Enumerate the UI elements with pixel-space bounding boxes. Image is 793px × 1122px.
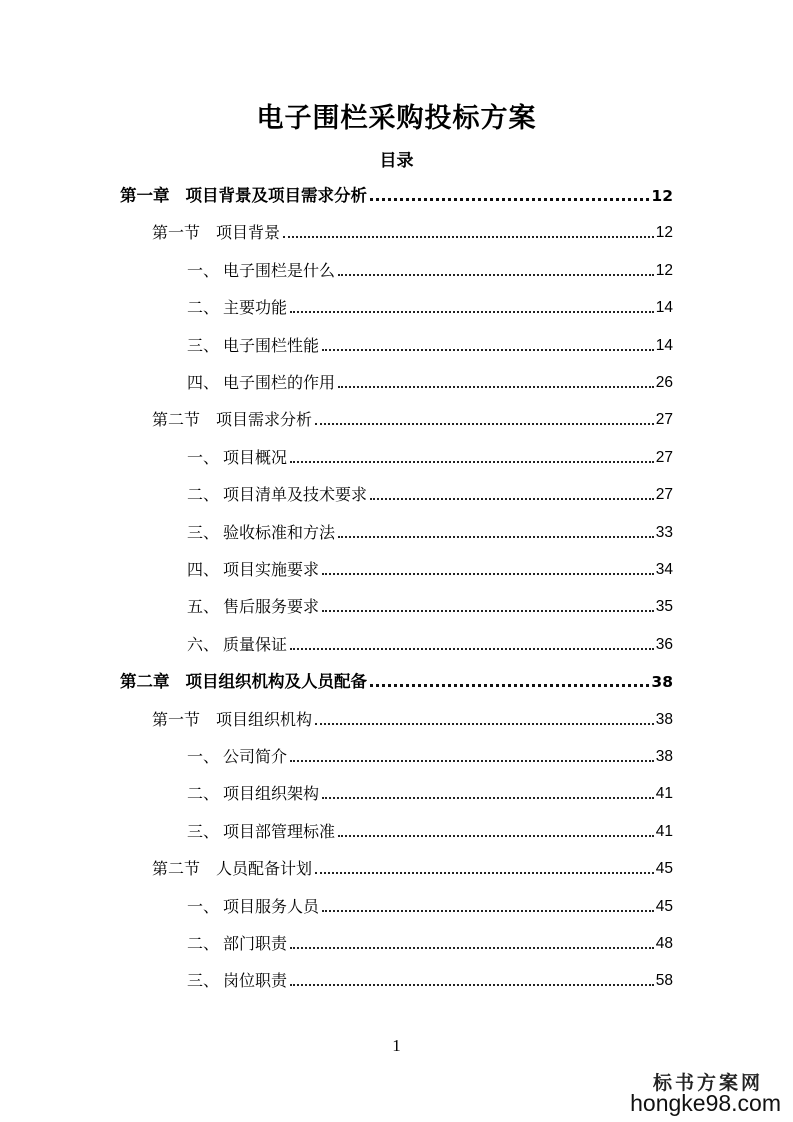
toc-subsection-entry[interactable] [187, 517, 673, 543]
toc-dot-leader [322, 610, 654, 612]
toc-chapter-entry[interactable] [120, 180, 673, 206]
toc-entry-number: 第二节 [152, 859, 201, 879]
toc-dot-leader [290, 984, 654, 986]
toc-entry-number: 一、 [187, 447, 220, 467]
toc-entry-page: 38 [655, 710, 673, 728]
toc-section-entry[interactable] [152, 217, 673, 243]
toc-heading: 目录 [379, 151, 414, 171]
toc-entry-title: 项目概况 [223, 447, 288, 467]
toc-entry-page: 45 [655, 860, 673, 878]
toc-section-entry[interactable] [152, 704, 673, 730]
toc-entry-title: 项目组织机构及人员配备 [185, 672, 367, 692]
toc-subsection-entry[interactable] [187, 292, 673, 318]
toc-entry-page: 34 [655, 561, 673, 578]
toc-dot-leader [370, 684, 649, 687]
toc-entry-page: 26 [655, 374, 673, 391]
toc-section-entry[interactable] [152, 404, 673, 430]
toc-entry-number: 三、 [187, 335, 220, 355]
toc-subsection-entry[interactable] [187, 816, 673, 842]
toc-entry-title: 项目背景及项目需求分析 [185, 186, 367, 205]
toc-dot-leader [290, 648, 654, 650]
toc-dot-leader [290, 311, 654, 313]
toc-entry-page: 27 [655, 448, 673, 466]
toc-subsection-entry[interactable] [187, 442, 673, 468]
toc-subsection-entry[interactable] [187, 778, 673, 804]
toc-entry-title: 岗位职责 [223, 971, 288, 991]
toc-entry-number: 三、 [187, 821, 220, 841]
toc-entry-title: 项目部管理标准 [223, 821, 336, 841]
toc-entry-number: 第一节 [152, 223, 201, 243]
toc-entry-page: 35 [655, 598, 673, 616]
toc-entry-title: 项目服务人员 [223, 896, 320, 916]
toc-entry-number: 四、 [187, 560, 220, 579]
toc-entry-number: 二、 [187, 298, 220, 318]
toc-entry-number: 二、 [187, 485, 220, 505]
toc-chapter-entry[interactable] [120, 666, 673, 692]
toc-entry-title: 人员配备计划 [216, 859, 313, 879]
toc-entry-title: 电子围栏性能 [223, 335, 320, 355]
toc-entry-number: 四、 [187, 373, 220, 392]
toc-dot-leader [338, 386, 654, 388]
toc-entry-title: 质量保证 [223, 634, 288, 654]
toc-entry-title: 项目需求分析 [216, 410, 313, 430]
toc-dot-leader [338, 835, 654, 837]
watermark-site-name: 标书方案网 [652, 1072, 763, 1094]
toc-subsection-entry[interactable] [187, 479, 673, 505]
page-number: 1 [392, 1036, 401, 1055]
toc-subsection-entry[interactable] [187, 554, 673, 580]
toc-entry-number: 三、 [187, 522, 220, 542]
toc-entry-title: 项目组织架构 [223, 784, 320, 804]
toc-entry-page: 36 [655, 635, 673, 653]
toc-entry-title: 电子围栏是什么 [223, 260, 336, 280]
toc-entry-page: 12 [655, 261, 673, 279]
toc-entry-title: 项目清单及技术要求 [223, 485, 368, 505]
toc-entry-page: 14 [655, 299, 673, 317]
toc-dot-leader [290, 947, 654, 949]
toc-entry-title: 项目背景 [216, 223, 281, 243]
toc-subsection-entry[interactable] [187, 741, 673, 767]
toc-entry-number: 一、 [187, 260, 220, 280]
watermark-url: hongke98.com [630, 1090, 781, 1116]
toc-entry-title: 项目组织机构 [216, 709, 313, 729]
toc-entry-number: 第二节 [152, 410, 201, 430]
toc-entry-number: 一、 [187, 747, 220, 766]
toc-dot-leader [315, 872, 654, 874]
toc-entry-page: 58 [655, 972, 673, 990]
toc-dot-leader [290, 760, 654, 762]
toc-subsection-entry[interactable] [187, 591, 673, 617]
toc-entry-number: 三、 [187, 971, 220, 991]
toc-entry-title: 项目实施要求 [223, 560, 320, 579]
toc-entry-page: 27 [655, 411, 673, 429]
toc-subsection-entry[interactable] [187, 629, 673, 655]
toc-dot-leader [315, 723, 654, 725]
toc-entry-page: 27 [655, 486, 673, 504]
toc-entry-title: 电子围栏的作用 [223, 373, 336, 392]
toc-entry-title: 售后服务要求 [223, 597, 320, 617]
toc-entry-number: 第二章 [120, 672, 170, 692]
toc-entry-title: 主要功能 [223, 298, 288, 318]
toc-subsection-entry[interactable] [187, 255, 673, 281]
document-title: 电子围栏采购投标方案 [256, 103, 537, 134]
toc-entry-title: 公司简介 [223, 747, 288, 766]
toc-subsection-entry[interactable] [187, 330, 673, 356]
toc-dot-leader [283, 236, 654, 238]
toc-entry-page: 38 [655, 748, 673, 765]
toc-dot-leader [370, 498, 654, 500]
toc-subsection-entry[interactable] [187, 965, 673, 991]
toc-entry-page: 41 [655, 822, 673, 840]
toc-entry-number: 六、 [187, 634, 220, 654]
toc-entry-page: 14 [655, 336, 673, 354]
toc-entry-page: 48 [655, 935, 673, 952]
toc-dot-leader [370, 198, 649, 201]
toc-entry-page: 38 [651, 673, 673, 692]
toc-dot-leader [338, 274, 654, 276]
toc-entry-page: 33 [655, 523, 673, 541]
toc-dot-leader [322, 573, 654, 575]
toc-entry-number: 二、 [187, 784, 220, 804]
toc-dot-leader [322, 797, 654, 799]
toc-dot-leader [322, 910, 654, 912]
toc-entry-page: 45 [655, 897, 673, 915]
toc-entry-number: 第一节 [152, 709, 201, 729]
toc-subsection-entry[interactable] [187, 367, 673, 393]
toc-entry-number: 二、 [187, 934, 220, 953]
toc-entry-title: 部门职责 [223, 934, 288, 953]
toc-entry-number: 第一章 [120, 186, 170, 205]
toc-section-entry[interactable] [152, 853, 673, 879]
toc-dot-leader [322, 349, 654, 351]
toc-entry-number: 一、 [187, 896, 220, 916]
toc-entry-page: 12 [651, 187, 673, 205]
toc-dot-leader [338, 536, 654, 538]
toc-entry-number: 五、 [187, 597, 220, 617]
toc-entry-page: 12 [655, 224, 673, 242]
toc-dot-leader [315, 423, 654, 425]
toc-dot-leader [290, 461, 654, 463]
toc-entry-page: 41 [655, 785, 673, 803]
toc-entry-title: 验收标准和方法 [223, 522, 336, 542]
toc-subsection-entry[interactable] [187, 891, 673, 917]
toc-subsection-entry[interactable] [187, 928, 673, 954]
